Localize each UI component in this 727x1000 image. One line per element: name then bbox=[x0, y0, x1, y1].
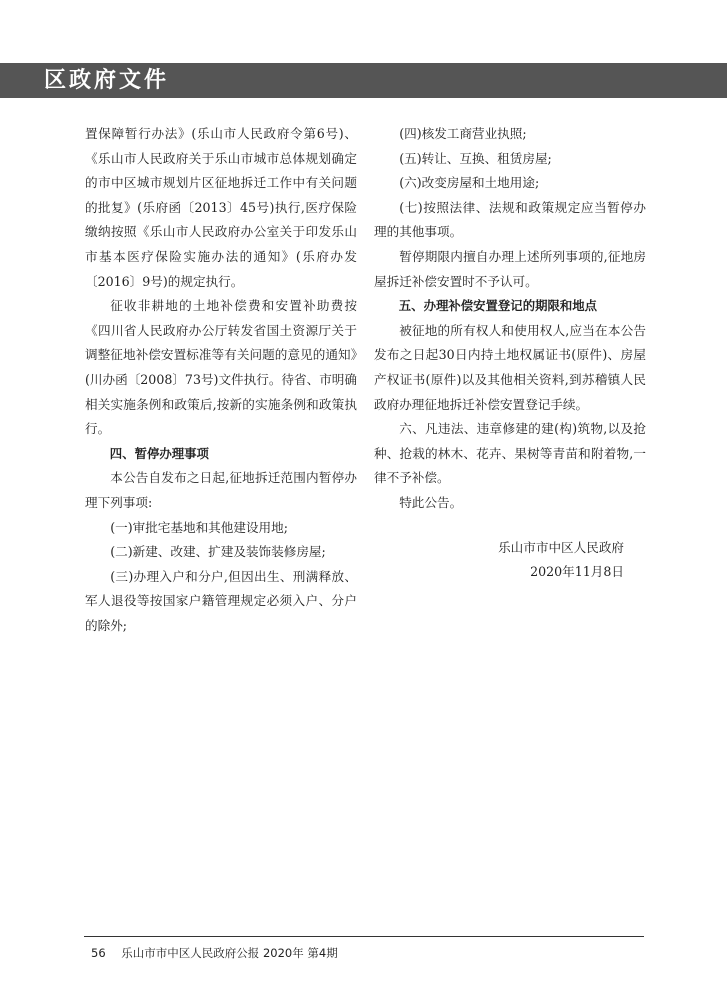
paragraph-illegal-structures: 六、凡违法、违章修建的建(构)筑物,以及抢种、抢栽的林木、花卉、果树等青苗和附着物,一律不予补偿。 bbox=[374, 421, 646, 486]
paragraph-not-recognized: 暂停期限内擅自办理上述所列事项的,征地房屋拆迁补偿安置时不予认可。 bbox=[374, 248, 646, 289]
heading-suspended-matters: 四、暂停办理事项 bbox=[109, 445, 209, 461]
footer-divider bbox=[84, 936, 644, 937]
footer bbox=[91, 945, 338, 961]
section-title: 区政府文件 bbox=[44, 68, 170, 93]
list-item-2: (二)新建、改建、扩建及装饰装修房屋; bbox=[110, 544, 326, 560]
list-item-4: (四)核发工商营业执照; bbox=[399, 126, 527, 141]
issuer-signature: 乐山市市中区人民政府 bbox=[498, 539, 624, 555]
left-column bbox=[85, 122, 357, 638]
header-band bbox=[0, 63, 727, 98]
paragraph-land-compensation: 征收非耕地的土地补偿费和安置补助费按《四川省人民政府办公厅转发省国土资源厅关于调整征地补偿安置标准等有关问题的意见的通知》(川办函〔2008〕73号)文件执行。待省、市明确相关实施条例和政策后,按新的实施条例和政策执行。 bbox=[85, 298, 357, 437]
paragraph-registration: 被征地的所有权人和使用权人,应当在本公告发布之日起30日内持土地权属证书(原件)、房屋产权证书(原件)以及其他相关资料,到苏稽镇人民政府办理征地拆迁补偿安置登记手续。 bbox=[374, 322, 646, 412]
list-item-5: (五)转让、互换、租赁房屋; bbox=[399, 150, 552, 166]
paragraph-continued: 置保障暂行办法》(乐山市人民政府令第6号)、《乐山市人民政府关于乐山市城市总体规划确定的市中区城市规划片区征地拆迁工作中有关问题的批复》(乐府函〔2013〕45号)执行,医疗保险缴纳按照《乐山市人民政府办公室关于印发乐山市基本医疗保险实施办法的通知》(乐府办发〔2016〕9号)的规定执行。 bbox=[85, 126, 357, 289]
publication-name: 乐山市市中区人民政府公报 2020年 第4期 bbox=[121, 946, 338, 960]
paragraph-suspension-intro: 本公告自发布之日起,征地拆迁范围内暂停办理下列事项: bbox=[85, 470, 357, 510]
list-item-3: (三)办理入户和分户,但因出生、刑满释放、军人退役等按国家户籍管理规定必须入户、分户的除外; bbox=[85, 568, 357, 633]
issue-date: 2020年11月8日 bbox=[530, 564, 624, 580]
list-item-7: (七)按照法律、法规和政策规定应当暂停办理的其他事项。 bbox=[374, 199, 646, 240]
heading-registration: 五、办理补偿安置登记的期限和地点 bbox=[398, 298, 598, 314]
closing-statement: 特此公告。 bbox=[399, 494, 463, 510]
right-column bbox=[374, 122, 646, 585]
list-item-6: (六)改变房屋和土地用途; bbox=[399, 175, 540, 191]
page-number: 56 bbox=[91, 946, 106, 960]
list-item-1: (一)审批宅基地和其他建设用地; bbox=[110, 519, 288, 535]
